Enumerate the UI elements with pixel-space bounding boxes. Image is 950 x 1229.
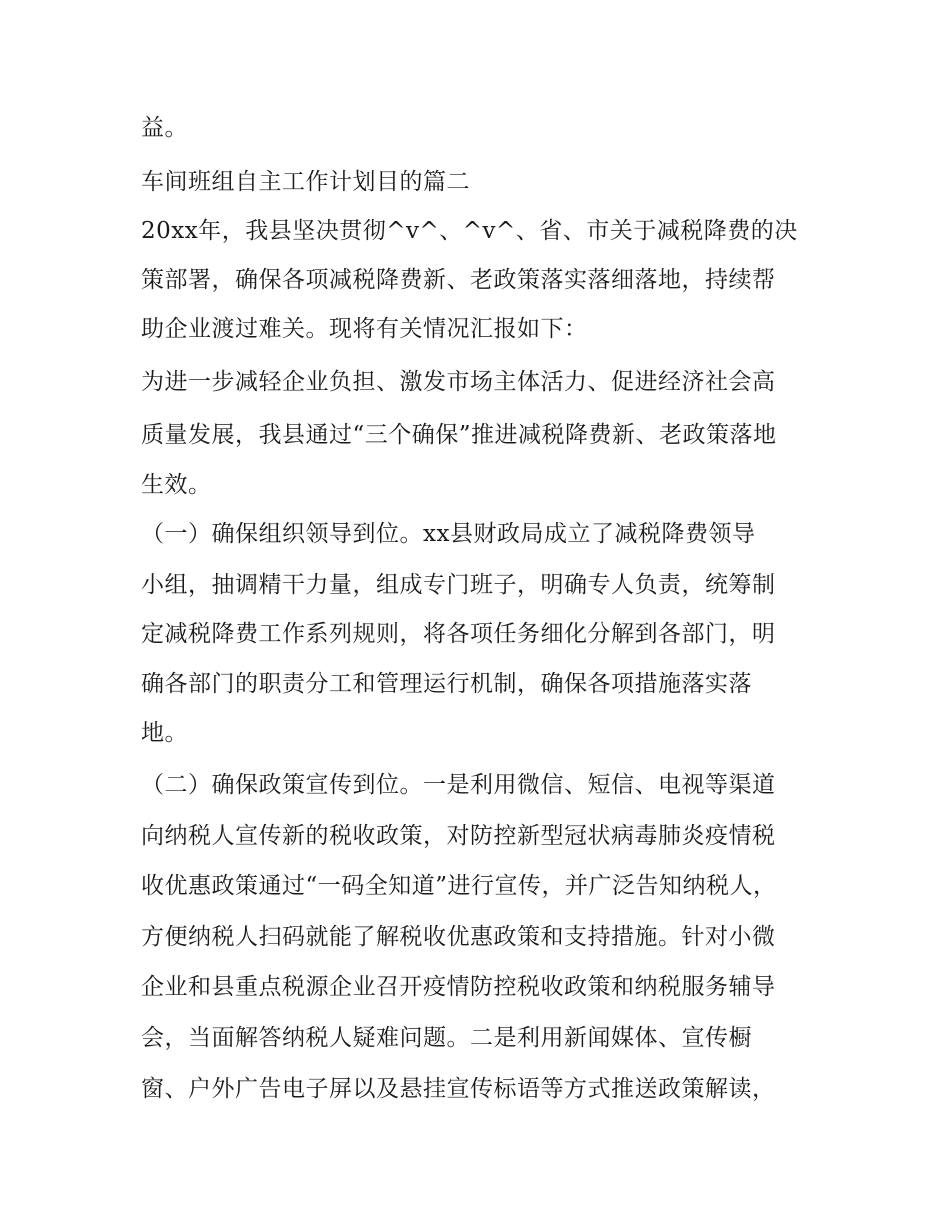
- text-line: 20xx年，我县坚决贯彻^v^、^v^、省、市关于减税降费的决: [141, 218, 798, 244]
- section-heading: 车间班组自主工作计划目的篇二: [141, 169, 470, 195]
- text-line: 为进一步减轻企业负担、激发市场主体活力、促进经济社会高: [141, 369, 776, 395]
- text-line: 窗、户外广告电子屏以及悬挂宣传标语等方式推送政策解读，: [141, 1076, 776, 1102]
- text-line: 会，当面解答纳税人疑难问题。二是利用新闻媒体、宣传橱: [141, 1025, 752, 1051]
- text-line: 定减税降费工作系列规则，将各项任务细化分解到各部门，明: [141, 621, 776, 647]
- text-line: 企业和县重点税源企业召开疫情防控税收政策和纳税服务辅导: [141, 974, 776, 1000]
- text-line: 确各部门的职责分工和管理运行机制，确保各项措施落实落: [141, 671, 752, 697]
- text-line: 向纳税人宣传新的税收政策，对防控新型冠状病毒肺炎疫情税: [141, 823, 776, 849]
- text-line: 地。: [141, 720, 188, 746]
- text-line: 益。: [141, 115, 188, 141]
- text-line: 质量发展，我县通过“三个确保”推进减税降费新、老政策落地: [141, 422, 777, 448]
- text-line: 收优惠政策通过“一码全知道”进行宣传，并广泛告知纳税人，: [141, 873, 777, 899]
- text-line: （一）确保组织领导到位。xx县财政局成立了减税降费领导: [141, 521, 756, 547]
- text-line: 生效。: [141, 472, 212, 498]
- text-line: （二）确保政策宣传到位。一是利用微信、短信、电视等渠道: [141, 772, 776, 798]
- text-line: 小组，抽调精干力量，组成专门班子，明确专人负责，统筹制: [141, 572, 776, 598]
- text-line: 策部署，确保各项减税降费新、老政策落实落细落地，持续帮: [141, 267, 776, 293]
- text-line: 助企业渡过难关。现将有关情况汇报如下：: [141, 316, 588, 342]
- text-line: 方便纳税人扫码就能了解税收优惠政策和支持措施。针对小微: [141, 924, 776, 950]
